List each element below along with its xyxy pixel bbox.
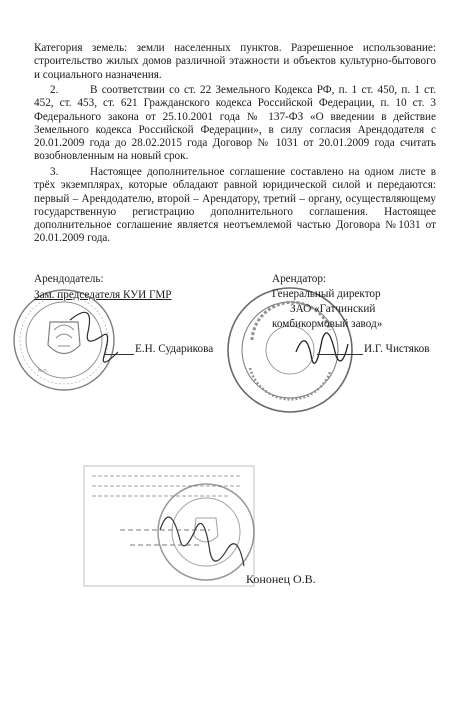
svg-text:м.п.: м.п. <box>38 368 49 374</box>
lessee-label: Арендатор: <box>272 273 327 285</box>
lessor-position: Зам. председателя КУИ ГМР <box>34 289 172 301</box>
lessee-org-line1: ЗАО «Гатчинский <box>290 303 376 315</box>
lessee-signature-line <box>317 354 363 355</box>
registrar-name: Кононец О.В. <box>246 572 316 586</box>
lessee-position: Генеральный директор <box>272 288 381 300</box>
lessee-signature <box>296 333 348 363</box>
clause-number: 2. <box>50 84 59 96</box>
clause-number: 3. <box>50 166 59 178</box>
registrar-signature <box>120 517 244 566</box>
registration-stamp <box>84 466 254 586</box>
clause-text: В соответствии со ст. 22 Земельного Кодекса РФ, п. 1 ст. 450, п. 1 ст. 452, ст. 453, ст. 621 Гражданского кодекса Российской Федерации, п. 10 ст. 3 Федерального закона от 25.10.2001 года № 137-ФЗ «О введении в действие Земельного кодекса Российской Федерации», в силу согласия Арендодателя с 20.01.2009 года до 28.02.2015 года Договор № 1031 от 20.01.2009 года считать возобновленным на новый срок. <box>34 84 436 163</box>
lessor-signature-line <box>104 354 134 355</box>
lessor-seal <box>14 290 114 390</box>
lessee-name: И.Г. Чистяков <box>364 343 430 355</box>
clause-text: Настоящее дополнительное соглашение составлено на одном листе в трёх экземплярах, которые обладают равной юридической силой и передаются: первый – Арендодателю, второй – Арендатору, третий – органу, осуществляющему государственную регистрацию дополнительного соглашения. Настоящее дополнительное соглашение является неотъемлемой частью Договора №1031 от 20.01.2009 года. <box>34 166 436 245</box>
lessor-label: Арендодатель: <box>34 273 104 285</box>
lessor-name: Е.Н. Сударикова <box>135 343 214 355</box>
lessee-org-line2: комбикормовый завод» <box>272 318 383 330</box>
paragraph-text: Категория земель: земли населенных пунктов. Разрешенное использование: строительство жилых домов различной этажности и объектов культурно-бытового и социального назначения. <box>34 42 436 81</box>
